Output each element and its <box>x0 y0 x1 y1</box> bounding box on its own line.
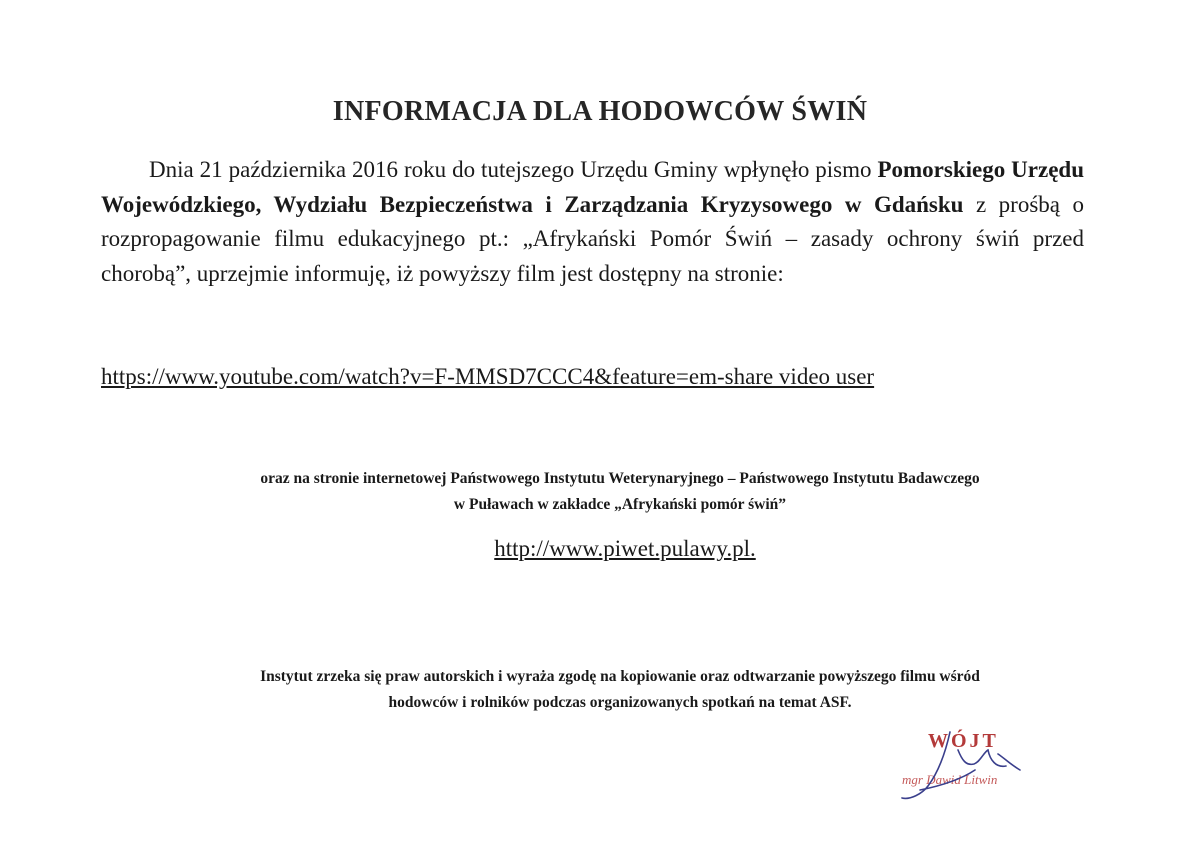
main-paragraph <box>101 153 1084 291</box>
copyright-note-line-1: Instytut zrzeka się praw autorskich i wyraża zgodę na kopiowanie oraz odtwarzanie powyższego filmu wśród <box>260 668 980 685</box>
institute-note-line-2: w Puławach w zakładce „Afrykański pomór świń” <box>453 496 787 513</box>
copyright-note-line-2: hodowców i rolników podczas organizowanych spotkań na temat ASF. <box>388 694 852 711</box>
piwet-link[interactable]: http://www.piwet.pulawy.pl. <box>494 536 756 561</box>
institute-note <box>120 466 1120 518</box>
handwritten-signature <box>880 720 1060 810</box>
signature-stamp <box>880 720 1060 810</box>
copyright-note <box>120 664 1120 716</box>
paragraph-part-2: z prośbą o rozpropagowanie filmu edukacyjnego pt.: „Afrykański Pomór Świń – zasady ochrony świń przed chorobą”, uprzejmie informuję, iż powyższy film jest dostępny na stronie: <box>101 191 1084 286</box>
stamp-name: mgr Dawid Litwin <box>902 772 998 787</box>
paragraph-part-1: Dnia 21 października 2016 roku do tutejszego Urzędu Gminy wpłynęło pismo <box>149 157 878 182</box>
paragraph-bold-institution: Pomorskiego Urzędu Wojewódzkiego, Wydziału Bezpieczeństwa i Zarządzania Kryzysowego w Gdańsku <box>101 157 1084 217</box>
institute-note-line-1: oraz na stronie internetowej Państwowego Instytutu Weterynaryjnego – Państwowego Instytutu Badawczego <box>260 470 980 487</box>
youtube-link[interactable]: https://www.youtube.com/watch?v=F-MMSD7CCC4&feature=em-share video user <box>101 364 875 389</box>
stamp-title: WÓJT <box>928 730 999 752</box>
page-title: INFORMACJA DLA HODOWCÓW ŚWIŃ <box>332 96 868 127</box>
